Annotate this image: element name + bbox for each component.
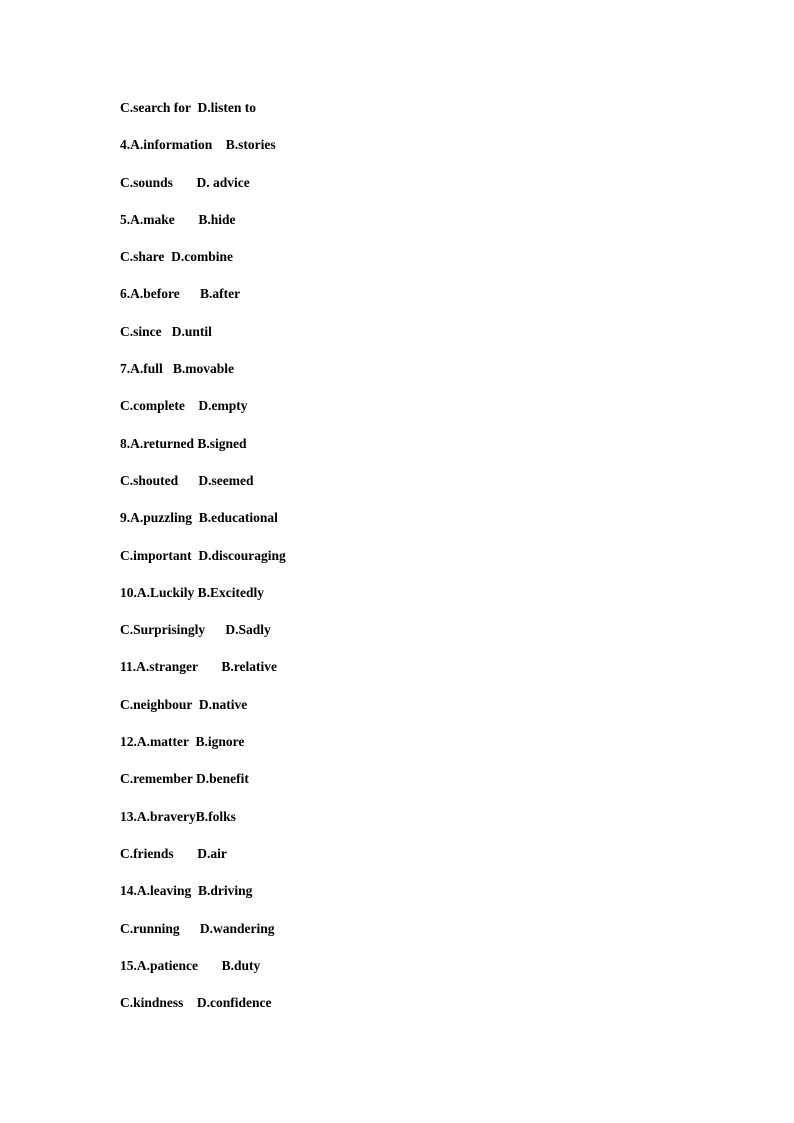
option-line: C.important D.discouraging <box>120 547 286 563</box>
option-line: C.kindness D.confidence <box>120 995 272 1011</box>
option-line: C.complete D.empty <box>120 398 248 414</box>
option-line: 9.A.puzzling B.educational <box>120 510 278 526</box>
option-line: 14.A.leaving B.driving <box>120 883 253 899</box>
option-line: 11.A.stranger B.relative <box>120 659 277 675</box>
option-line: C.neighbour D.native <box>120 696 248 712</box>
option-line: C.friends D.air <box>120 845 227 861</box>
option-line: C.Surprisingly D.Sadly <box>120 622 271 638</box>
option-line: C.shouted D.seemed <box>120 472 254 488</box>
option-line: 8.A.returned B.signed <box>120 435 247 451</box>
option-line: 12.A.matter B.ignore <box>120 734 245 750</box>
option-line: 10.A.Luckily B.Excitedly <box>120 584 265 600</box>
option-line: 13.A.braveryB.folks <box>120 808 236 824</box>
option-line: 5.A.make B.hide <box>120 211 236 227</box>
option-line: 7.A.full B.movable <box>120 361 235 377</box>
option-line: C.sounds D. advice <box>120 174 250 190</box>
option-line: 4.A.information B.stories <box>120 137 276 153</box>
answer-options-list <box>120 98 720 1030</box>
option-line: C.remember D.benefit <box>120 771 249 787</box>
option-line: C.since D.until <box>120 323 212 339</box>
option-line: C.running D.wandering <box>120 920 275 936</box>
option-line: 15.A.patience B.duty <box>120 957 261 973</box>
option-line: C.search for D.listen to <box>120 100 256 115</box>
option-line: C.share D.combine <box>120 249 233 265</box>
option-line: 6.A.before B.after <box>120 286 241 302</box>
